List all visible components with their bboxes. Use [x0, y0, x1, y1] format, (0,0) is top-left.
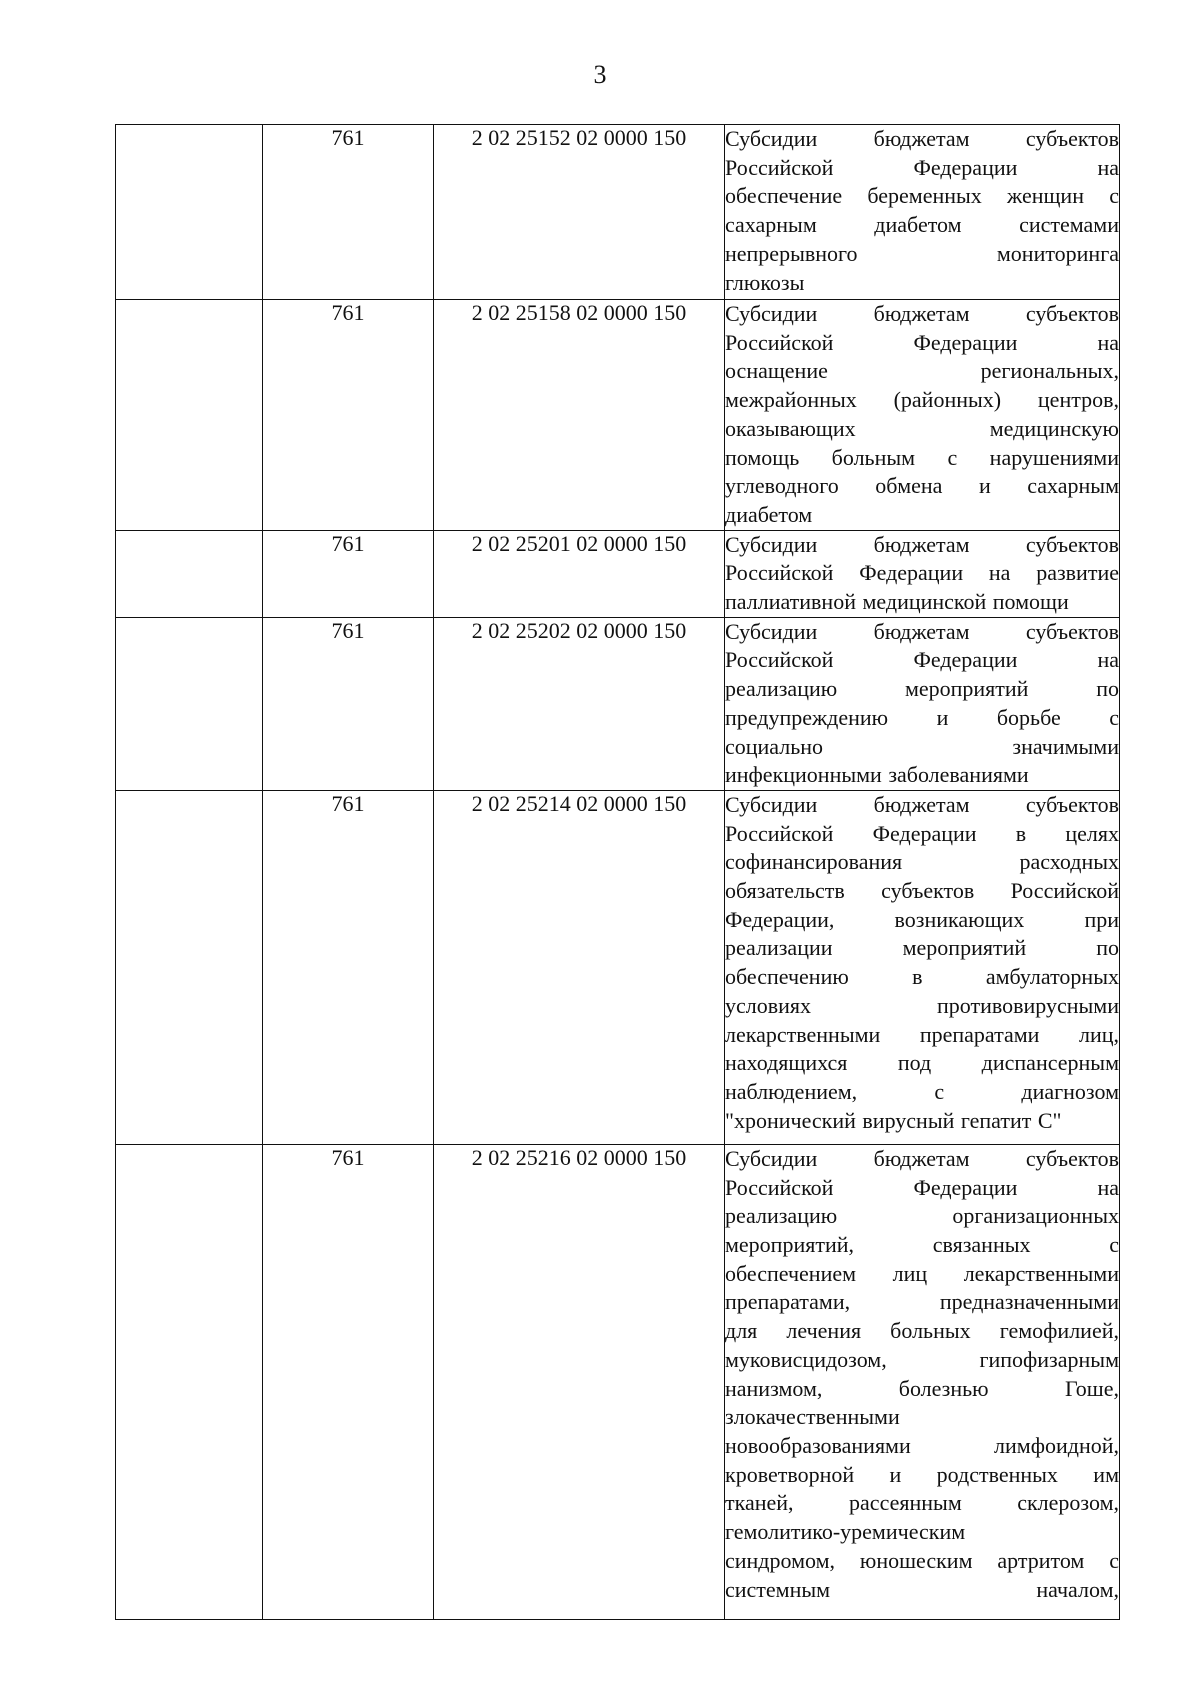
- budget-codes-table: [115, 124, 1120, 1620]
- description-line: предупреждению и борьбе с: [725, 704, 1119, 730]
- blank-cell: [116, 530, 263, 617]
- table-row: [116, 617, 1120, 790]
- description-line: для лечения больных гемофилией,: [725, 1318, 1119, 1344]
- description-line: Российской Федерации на: [725, 154, 1119, 180]
- description-line: нанизмом, болезнью Гоше,: [725, 1375, 1119, 1401]
- description-cell: [725, 125, 1120, 300]
- description-line: препаратами, предназначенными: [725, 1289, 1119, 1315]
- table-row: [116, 1144, 1120, 1619]
- description-line: лекарственными препаратами лиц,: [725, 1021, 1119, 1047]
- description-line: "хронический вирусный гепатит С": [725, 1107, 1062, 1133]
- description-line: системным началом,: [725, 1576, 1119, 1602]
- description-line: новообразованиями лимфоидной,: [725, 1432, 1119, 1458]
- description-line: глюкозы: [725, 269, 805, 295]
- admin-code-cell: 761: [263, 790, 434, 1144]
- description-line: злокачественными: [725, 1404, 900, 1430]
- admin-code-cell: 761: [263, 125, 434, 300]
- table-row: [116, 790, 1120, 1144]
- page-number: 3: [593, 60, 607, 89]
- description-line: обязательств субъектов Российской: [725, 878, 1119, 904]
- description-line: оснащение региональных,: [725, 358, 1119, 384]
- description-line: находящихся под диспансерным: [725, 1050, 1119, 1076]
- description-cell: [725, 790, 1120, 1144]
- budget-classification-code-cell: 2 02 25152 02 0000 150: [434, 125, 725, 300]
- blank-cell: [116, 300, 263, 531]
- description-line: инфекционными заболеваниями: [725, 762, 1029, 788]
- description-line: условиях противовирусными: [725, 992, 1119, 1018]
- description-line: межрайонных (районных) центров,: [725, 387, 1119, 413]
- description-cell: [725, 530, 1120, 617]
- admin-code-cell: 761: [263, 617, 434, 790]
- description-line: кроветворной и родственных им: [725, 1461, 1119, 1487]
- description-line: сахарным диабетом системами: [725, 212, 1119, 238]
- blank-cell: [116, 617, 263, 790]
- budget-classification-code-cell: 2 02 25202 02 0000 150: [434, 617, 725, 790]
- description-line: социально значимыми: [725, 733, 1119, 759]
- description-line: обеспечение беременных женщин с: [725, 183, 1119, 209]
- description-line: гемолитико-уремическим: [725, 1519, 966, 1545]
- budget-classification-code-cell: 2 02 25201 02 0000 150: [434, 530, 725, 617]
- description-line: оказывающих медицинскую: [725, 415, 1119, 441]
- description-line: реализации мероприятий по: [725, 935, 1119, 961]
- description-line: углеводного обмена и сахарным: [725, 473, 1119, 499]
- description-line: обеспечению в амбулаторных: [725, 964, 1119, 990]
- budget-classification-code-cell: 2 02 25158 02 0000 150: [434, 300, 725, 531]
- admin-code-cell: 761: [263, 300, 434, 531]
- description-cell: [725, 617, 1120, 790]
- table-row: [116, 125, 1120, 300]
- description-line: Субсидии бюджетам субъектов: [725, 531, 1119, 557]
- description-line: тканей, рассеянным склерозом,: [725, 1490, 1119, 1516]
- description-line: муковисцидозом, гипофизарным: [725, 1346, 1119, 1372]
- description-line: Субсидии бюджетам субъектов: [725, 126, 1119, 151]
- table-row: [116, 300, 1120, 531]
- blank-cell: [116, 790, 263, 1144]
- description-line: помощь больным с нарушениями: [725, 444, 1119, 470]
- description-line: обеспечением лиц лекарственными: [725, 1260, 1119, 1286]
- description-line: Российской Федерации на: [725, 1174, 1119, 1200]
- description-line: софинансирования расходных: [725, 849, 1119, 875]
- description-line: Субсидии бюджетам субъектов: [725, 301, 1119, 326]
- description-line: синдромом, юношеским артритом с: [725, 1547, 1119, 1573]
- description-line: Субсидии бюджетам субъектов: [725, 1145, 1119, 1171]
- budget-classification-code-cell: 2 02 25216 02 0000 150: [434, 1144, 725, 1619]
- description-line: Российской Федерации в целях: [725, 820, 1119, 846]
- description-line: Субсидии бюджетам субъектов: [725, 791, 1119, 817]
- description-line: Российской Федерации на развитие: [725, 560, 1119, 586]
- description-cell: [725, 1144, 1120, 1619]
- budget-classification-code-cell: 2 02 25214 02 0000 150: [434, 790, 725, 1144]
- description-line: Российской Федерации на: [725, 329, 1119, 355]
- description-line: непрерывного мониторинга: [725, 240, 1119, 266]
- description-line: мероприятий, связанных с: [725, 1232, 1119, 1258]
- admin-code-cell: 761: [263, 530, 434, 617]
- description-line: Субсидии бюджетам субъектов: [725, 618, 1119, 644]
- description-line: диабетом: [725, 501, 813, 527]
- description-line: паллиативной медицинской помощи: [725, 589, 1069, 615]
- description-line: Российской Федерации на: [725, 647, 1119, 673]
- description-line: наблюдением, с диагнозом: [725, 1078, 1119, 1104]
- blank-cell: [116, 1144, 263, 1619]
- description-line: реализацию организационных: [725, 1203, 1119, 1229]
- table-row: [116, 530, 1120, 617]
- description-line: реализацию мероприятий по: [725, 676, 1119, 702]
- description-line: Федерации, возникающих при: [725, 906, 1119, 932]
- description-cell: [725, 300, 1120, 531]
- blank-cell: [116, 125, 263, 300]
- admin-code-cell: 761: [263, 1144, 434, 1619]
